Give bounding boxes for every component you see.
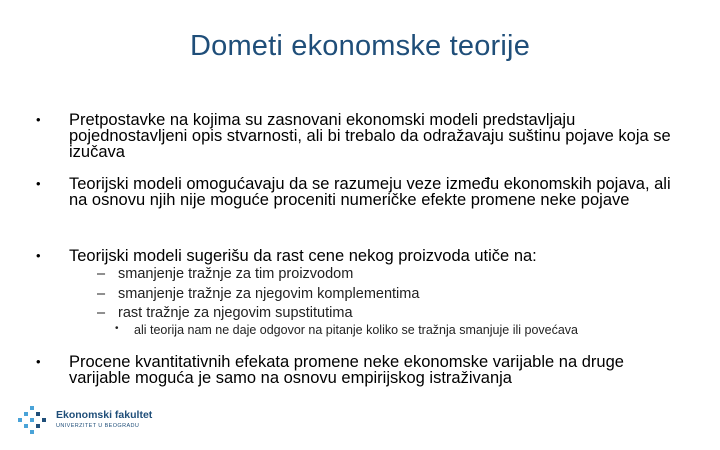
- bullet-marker: •: [36, 248, 41, 263]
- bullet-marker: •: [36, 354, 41, 369]
- bullet-item-2: [36, 176, 676, 208]
- bullet-text: Pretpostavke na kojima su zasnovani ekonomski modeli predstavljaju pojednostavljeni opis stvarnosti, ali bi trebalo da odražavaju suštinu pojave koja se izučava: [69, 111, 671, 161]
- bullet-text: Teorijski modeli sugerišu da rast cene nekog proizvoda utiče na:: [69, 247, 537, 265]
- sub-sub-item: [115, 323, 715, 337]
- dash-marker: –: [97, 305, 106, 321]
- sub-item-text: smanjenje tražnje za njegovim komplementima: [118, 286, 420, 302]
- sub-item-2: [97, 285, 687, 305]
- sub-item-3: [97, 304, 687, 324]
- slide-title: Dometi ekonomske teorije: [189, 30, 531, 62]
- logo-name: Ekonomski fakultet: [56, 409, 153, 421]
- dash-marker: –: [97, 286, 106, 302]
- bullet-item-4: [36, 354, 676, 386]
- bullet-marker: •: [36, 112, 41, 127]
- bullet-text: Procene kvantitativnih efekata promene neke ekonomske varijable na druge varijable moguća je samo na osnovu empirijskog istraživanja: [69, 353, 624, 387]
- university-logo: [16, 406, 186, 436]
- logo-mark-icon: [16, 406, 50, 436]
- bullet-item-3: [36, 248, 676, 264]
- bullet-marker: •: [36, 176, 41, 191]
- dash-marker: –: [97, 266, 106, 282]
- logo-subtitle: UNIVERZITET U BEOGRADU: [56, 423, 140, 429]
- bullet-marker: •: [115, 323, 119, 334]
- sub-item-text: smanjenje tražnje za tim proizvodom: [118, 266, 354, 282]
- sub-sub-item-text: ali teorija nam ne daje odgovor na pitanje koliko se tražnja smanjuje ili povećava: [134, 323, 579, 337]
- bullet-text: Teorijski modeli omogućavaju da se razumeju veze između ekonomskih pojava, ali na osnovu njih nije moguće proceniti numeričke efekte promene neke pojave: [69, 175, 671, 209]
- bullet-item-1: [36, 112, 676, 160]
- sub-item-text: rast tražnje za njegovim supstitutima: [118, 305, 353, 321]
- sub-item-1: [97, 265, 687, 285]
